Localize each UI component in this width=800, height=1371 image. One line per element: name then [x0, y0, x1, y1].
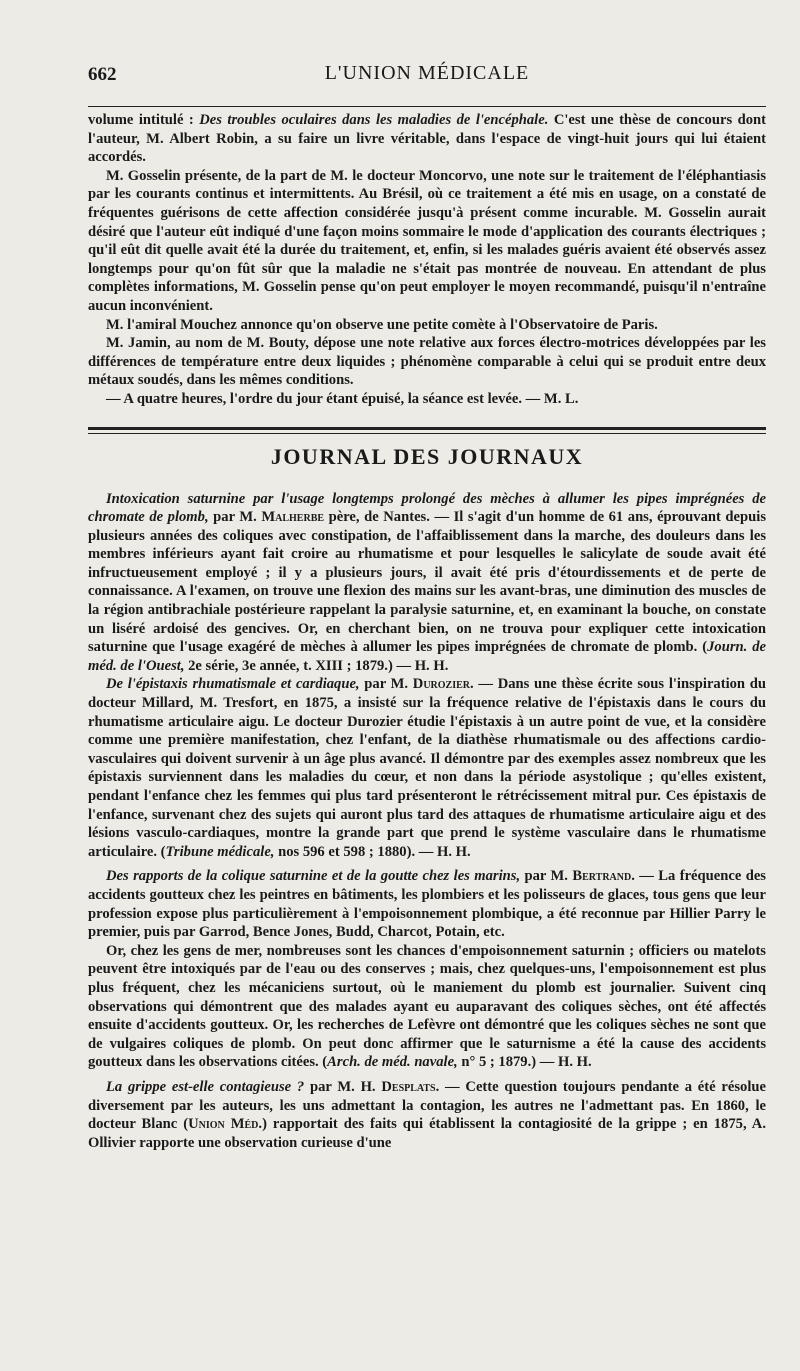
paragraph — [88, 942, 766, 1072]
paragraph: M. Gosselin présente, de la part de M. le docteur Moncorvo, une note sur le traitement de l'éléphantiasis par les courants continus et intermittents. Au Brésil, où ce traitement a été mis en usage, on a constaté de fréquentes guérisons de cette affection considérée jusqu'à présent comme incurable. M. Gosselin aurait désiré que l'auteur eût indiqué d'une façon moins sommaire le mode d'application des courants électriques ; qu'il eût dit quelle avait été la durée du traitement, et, enfin, si les malades guéris avaient été observés assez longtemps pour qu'on fût sûr que la maladie ne s'était pas montrée de nouveau. En attendant de plus complètes informations, M. Gosselin pense qu'on peut employer le moyen recommandé, puisqu'il n'entraîne aucun inconvénient. — [88, 167, 766, 314]
article-grippe — [88, 1078, 766, 1152]
paragraph: M. l'amiral Mouchez annonce qu'on observe une petite comète à l'Observatoire de Paris. — [106, 316, 658, 333]
author-name: Durozier — [412, 676, 471, 693]
paragraph — [88, 490, 766, 676]
running-title: L'UNION MÉDICALE — [324, 62, 530, 84]
author-name: Bertrand — [572, 868, 632, 885]
article-title: La grippe est-elle contagieuse ? — [106, 1078, 305, 1095]
journal-name: Union Méd. — [188, 1116, 263, 1133]
text-run: volume intitulé : — [88, 112, 200, 128]
text-run: père, de Nantes. — Il s'agit d'un homme de 61 ans, éprouvant depuis plusieurs années des coliques avec constipation, de l'affaiblissement dans la marche, des douleurs dans les membres inférieurs ayant fait croire au rhumatisme et pour lesquelles le salicylate de soude avait été infructueusement employé ; il y a plusieurs jours, il avait été pris d'étourdissements et de perte de connaissance. A l'examen, on trouve une flexion des mains sur les avant-bras, une diminution des muscles de la région antibrachiale postérieure rappelant la paralysie saturnine, et, en examinant la bouche, on constate un liséré ardoisé des gencives. Or, en cherchant bien, on ne trouva pour expliquer cette intoxication saturnine que l'usage exagéré de mèches à allumer les pipes imprégnées de chromate de plomb. ( — [88, 509, 766, 656]
paragraph: M. Jamin, au nom de M. Bouty, dépose une note relative aux forces électro-motrices développées par les différences de température entre deux liquides ; phénomène comparable à celui qui se produit entre deux métaux soudés, dans les mêmes conditions. — [88, 335, 766, 389]
paragraph — [88, 1078, 766, 1152]
text-run: C'est une thèse de concours dont l'auteur, M. Albert Robin, a su faire un livre véritable, dans l'espace de vingt-huit jours qui lui étaient accordés. — [88, 112, 766, 166]
text-run: . — Cette question toujours pendante a été résolue diversement par les auteurs, les uns admettant la contagion, les autres ne l'admettant pas. En 1860, le docteur Blanc ( — [88, 1078, 766, 1133]
page-number: 662 — [88, 64, 117, 85]
header-rule — [88, 106, 766, 107]
text-run: n° 5 ; 1879.) — H. H. — [457, 1054, 592, 1071]
author-name: Malherbe — [261, 509, 325, 526]
article-title: Des rapports de la colique saturnine et de la goutte chez les marins, — [106, 868, 521, 885]
paragraph: — A quatre heures, l'ordre du jour étant épuisé, la séance est levée. — M. L. — [106, 390, 579, 407]
text-run: par M. — [359, 676, 413, 693]
text-run: 2e série, 3e année, t. XIII ; 1879.) — H. H. — [184, 657, 449, 674]
source-citation: Arch. de méd. navale, — [327, 1054, 458, 1071]
top-section — [88, 111, 766, 409]
section-divider — [88, 427, 766, 434]
source-citation: Journ. de méd. de l'Ouest, — [88, 639, 767, 674]
text-run: par M. — [520, 868, 573, 885]
text-run: nos 596 et 598 ; 1880). — H. H. — [274, 843, 471, 860]
article-intoxication — [88, 490, 766, 676]
text-run: . — La fréquence des accidents goutteux chez les peintres en bâtiments, les plombiers et les polisseurs de glaces, tous gens que leur profession expose plus particulièrement à l'empoisonnement plombique, a été reconnue par Hillier Parry le premier, puis par Garrod, Bence Jones, Budd, Charcot, Potain, etc. — [88, 868, 766, 941]
book-title: Des troubles oculaires dans les maladies de l'encéphale. — [199, 112, 549, 128]
source-citation: Tribune médicale, — [165, 843, 275, 860]
text-run: . — Dans une thèse écrite sous l'inspiration du docteur Millard, M. Tresfort, en 1875, a insisté sur la fréquence relative de l'épistaxis dans le cours du rhumatisme articulaire aigu. Le docteur Durozier étudie l'épistaxis à un autre point de vue, et la considère comme une première manifestation, chez l'enfant, de la diathèse rhumatismale ou des affections cardio-vasculaires qui doivent survenir à un âge plus avancé. Il démontre par des exemples assez nombreux que les épistaxis surviennent dans les maladies du cœur, et non dans la période asystolique ; qu'elles existent, pendant l'enfance chez les femmes qui plus tard présenteront le rétrécissement mitral pur. Ces épistaxis de l'enfance, survenant chez des sujets qui auront plus tard des attaques de rhumatisme articulaire aigu et des lésions vasculo-cardiaques, montre la grande part que prend le système vasculaire dans le rhumatisme articulaire. ( — [88, 676, 767, 860]
article-epistaxis — [88, 675, 766, 861]
section-title: JOURNAL DES JOURNAUX — [270, 443, 584, 469]
paragraph — [88, 675, 766, 861]
page-header — [88, 62, 766, 92]
author-name: Desplats — [381, 1078, 436, 1095]
text-run: par M. — [208, 509, 262, 526]
text-run: Or, chez les gens de mer, nombreuses sont les chances d'empoisonnement saturnin ; officiers ou matelots peuvent être intoxiqués par de l'eau ou des conserves ; mais, chez quelques-uns, l'empoisonnement est plus plus fréquent, chez les mécaniciens surtout, où le maniement du plomb est journalier. Suivent cinq observations qui démontrent que des malades ayant eu auparavant des coliques sèches, ont été affectés ensuite d'accidents goutteux. Or, les recherches de Lefèvre ont démontré que les coliques sèches ne sont que de vulgaires coliques de plomb. On peut donc affirmer que le saturnisme a été la cause des accidents goutteux dans les observations citées. ( — [88, 942, 766, 1071]
article-colique-saturnine — [88, 867, 766, 1072]
paragraph — [88, 867, 766, 941]
article-title: Intoxication saturnine par l'usage longtemps prolongé des mèches à allumer les pipes imprégnées de chromate de plomb, — [88, 490, 766, 526]
text-run: ) rapportait des faits qui établissent la contagiosité de la grippe ; en 1875, A. Ollivier rapporte une observation curieuse d'une — [88, 1116, 766, 1151]
text-run: par M. H. — [304, 1078, 382, 1095]
paragraph — [88, 111, 766, 167]
article-title: De l'épistaxis rhumatismale et cardiaque, — [106, 676, 360, 693]
